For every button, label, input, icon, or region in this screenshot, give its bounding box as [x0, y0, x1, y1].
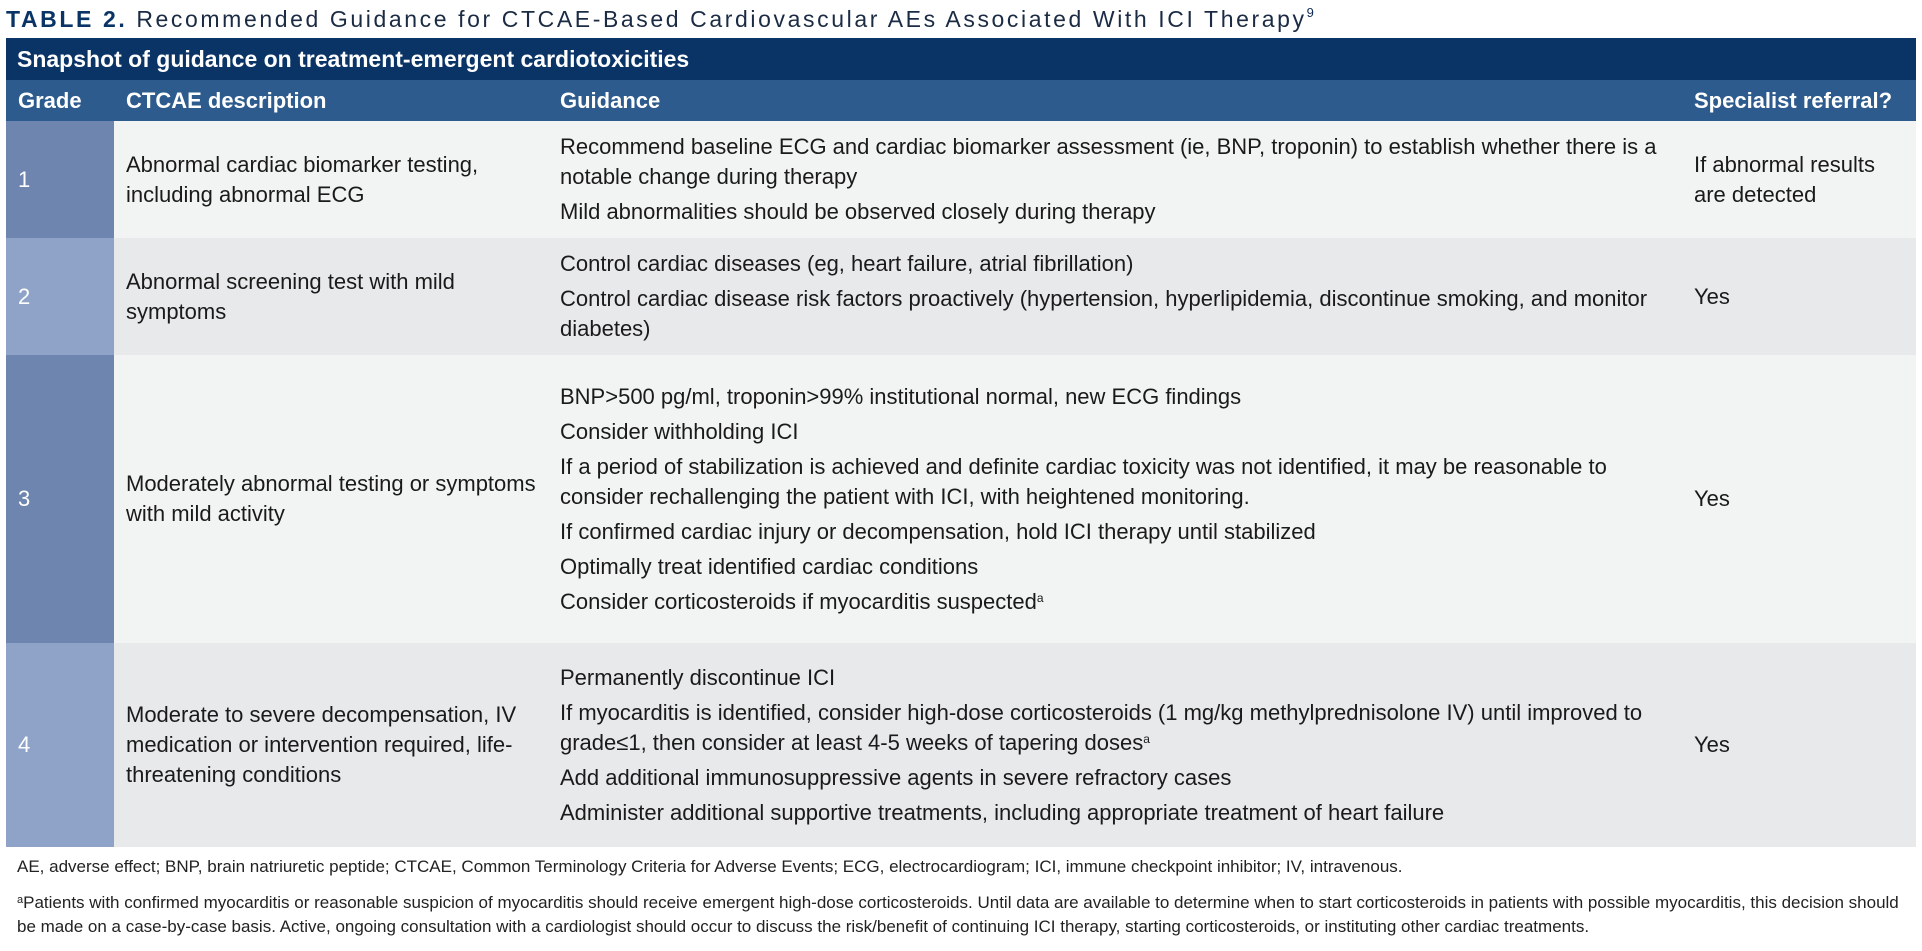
guidance-cell — [548, 238, 1682, 355]
guidance-item: If a period of stabilization is achieved and definite cardiac toxicity was not identified, it may be reasonable to consider rechallenging the patient with ICI, with heightened monitoring. — [560, 453, 1607, 509]
guidance-cell — [548, 643, 1682, 847]
table-label: TABLE 2. — [6, 6, 128, 32]
description-cell: Moderately abnormal testing or symptoms with mild activity — [114, 355, 548, 643]
snapshot-banner: Snapshot of guidance on treatment-emergent cardiotoxicities — [6, 38, 1916, 80]
header-guidance: Guidance — [548, 80, 1682, 121]
table-notes — [6, 855, 1916, 939]
table-row — [6, 121, 1916, 238]
description-cell: Abnormal screening test with mild symptoms — [114, 238, 548, 355]
guidance-item — [560, 587, 1670, 617]
guidance-item: Recommend baseline ECG and cardiac biomarker assessment (ie, BNP, troponin) to establish whether there is a notable change during therapy — [560, 134, 1657, 189]
referral-cell: Yes — [1682, 355, 1916, 643]
description-cell: Abnormal cardiac biomarker testing, including abnormal ECG — [114, 121, 548, 238]
footnote-marker: a — [17, 894, 24, 906]
table-title — [6, 0, 1916, 38]
guidance-cell — [548, 355, 1682, 643]
header-grade: Grade — [6, 80, 114, 121]
footnote-marker: a — [1143, 731, 1150, 746]
table-container — [6, 0, 1916, 951]
header-row — [6, 80, 1916, 121]
abbreviations-note: AE, adverse effect; BNP, brain natriuretic peptide; CTCAE, Common Terminology Criteria for Adverse Events; ECG, electrocardiogram; ICI, immune checkpoint inhibitor; IV, intravenous. — [17, 857, 1403, 876]
guidance-item: Permanently discontinue ICI — [560, 664, 836, 690]
table-row — [6, 238, 1916, 355]
description-cell: Moderate to severe decompensation, IV medication or intervention required, life-threatening conditions — [114, 643, 548, 847]
guidance-table — [6, 80, 1916, 847]
footnote-marker: a — [1036, 590, 1044, 605]
header-referral: Specialist referral? — [1682, 80, 1916, 121]
grade-cell: 1 — [6, 121, 114, 238]
guidance-item: Control cardiac disease risk factors proactively (hypertension, hyperlipidemia, discontinue smoking, and monitor diabetes) — [560, 286, 1648, 341]
referral-cell: Yes — [1682, 238, 1916, 355]
referral-cell: If abnormal results are detected — [1682, 121, 1916, 238]
grade-cell: 4 — [6, 643, 114, 847]
guidance-item — [560, 698, 1670, 758]
guidance-item-text: Consider corticosteroids if myocarditis suspected — [560, 588, 1037, 614]
referral-cell: Yes — [1682, 643, 1916, 847]
guidance-item: Control cardiac diseases (eg, heart failure, atrial fibrillation) — [560, 251, 1134, 276]
table-title-text: Recommended Guidance for CTCAE-Based Cardiovascular AEs Associated With ICI Therapy — [136, 6, 1307, 32]
guidance-item: Optimally treat identified cardiac conditions — [560, 553, 979, 579]
guidance-item: Consider withholding ICI — [560, 418, 799, 444]
guidance-item: If confirmed cardiac injury or decompensation, hold ICI therapy until stabilized — [560, 518, 1316, 544]
footnote-text: Patients with confirmed myocarditis or reasonable suspicion of myocarditis should receive emergent high-dose corticosteroids. Until data are available to determine when to start corticosteroids in patients with possible myocarditis, this decision should be made on a case-by-case basis. Active, ongoing consultation with a cardiologist should occur to discuss the risk/benefit of continuing ICI therapy, starting corticosteroids, or instituting other cardiac treatments. — [17, 893, 1899, 936]
guidance-item: Add additional immunosuppressive agents in severe refractory cases — [560, 764, 1232, 790]
header-description: CTCAE description — [114, 80, 548, 121]
grade-cell: 2 — [6, 238, 114, 355]
footnote — [17, 891, 1916, 939]
table-row — [6, 355, 1916, 643]
guidance-item-text: If myocarditis is identified, consider high-dose corticosteroids (1 mg/kg methylprednisolone IV) until improved to grade≤1, then consider at least 4-5 weeks of tapering doses — [560, 699, 1643, 755]
guidance-item: BNP>500 pg/ml, troponin>99% institutional normal, new ECG findings — [560, 383, 1242, 409]
title-reference: 9 — [1306, 5, 1314, 20]
guidance-item: Administer additional supportive treatments, including appropriate treatment of heart failure — [560, 799, 1445, 825]
table-row — [6, 643, 1916, 847]
guidance-cell — [548, 121, 1682, 238]
grade-cell: 3 — [6, 355, 114, 643]
guidance-item: Mild abnormalities should be observed closely during therapy — [560, 199, 1156, 224]
